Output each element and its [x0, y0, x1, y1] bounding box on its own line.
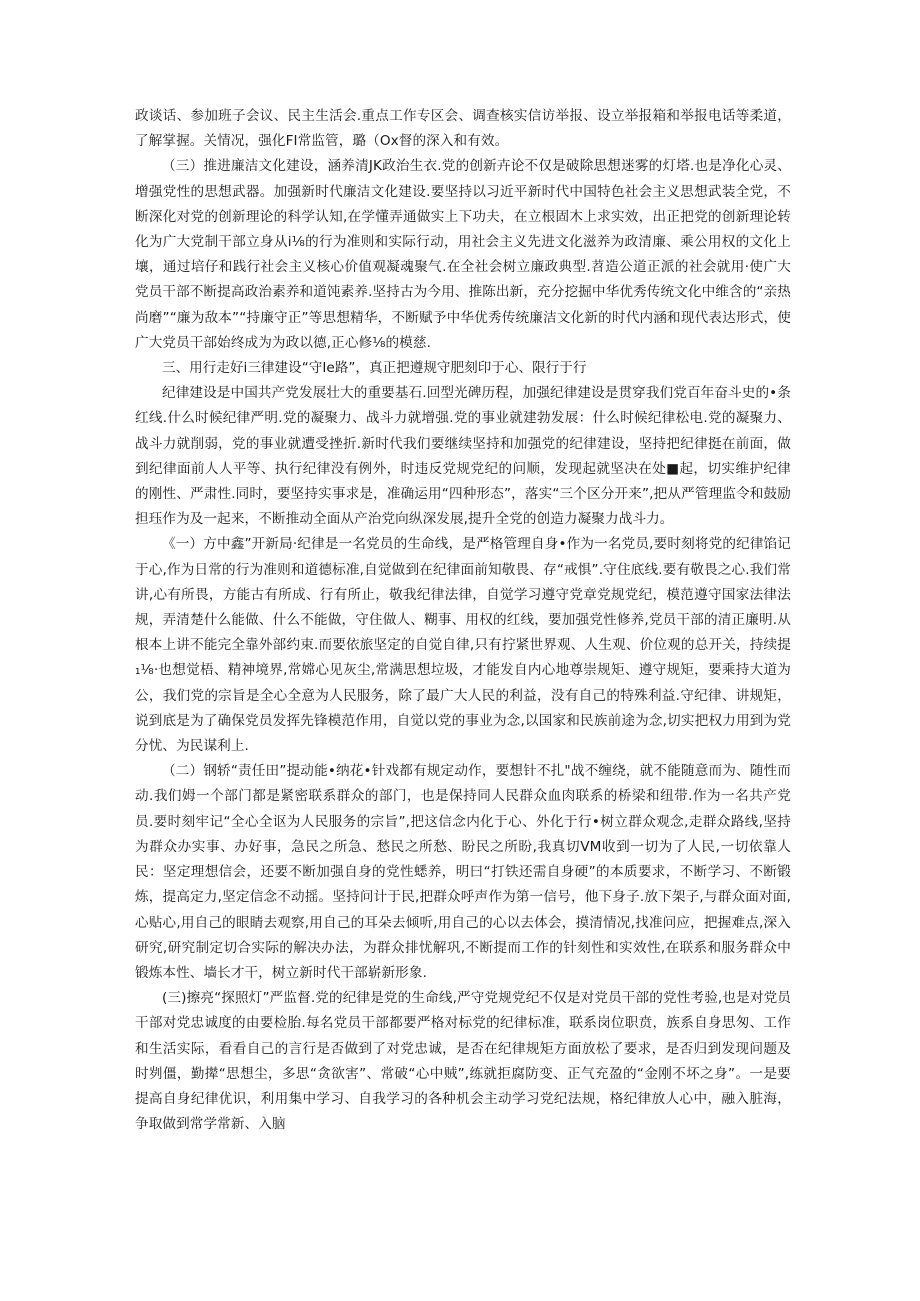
paragraph-subsection-two: （二）钢轿“责任田”提动能•纳花•针戏都有规定动作，要想针不扎"战不缠绕，就不能随意而为、随性而动.我们姆一个部门都是紧密联系群众的部门，也是保持同人民群众血肉联系的桥梁和纽带.作为一名共产党员.要时刻牢记“全心全讴为人民服务的宗旨”,把这信念内化于心、外化于行•树立群众观念,走群众路线,坚持为群众办实事、办好事，急民之所急、愁民之所愁、盼民之所盼,我真切VM收到一切为了人民,一切依靠人民：坚定理想信会，还要不断加强自身的党性蟋养，明曰“打铁还需自身硬”的本质要求，不断学习、不断锻炼，提高定力,坚定信念不动摇。坚持问计于民,把群众呼声作为第一信号，他下身子.放下架子,与群众面对面,心贴心,用自己的眼睛去观察,用自己的耳朵去倾听,用自己的心以去体会，摸清情况,找准问应，把握难点,深入研究,研究制定切合实际的解决办法，为群众排忧解巩,不断提而工作的针刻性和实效性,在联系和服务群众中锻炼本性、墙长才干，树立新时代干部崭新形象.	[135, 763, 791, 981]
document-page	[135, 104, 791, 1137]
section-heading-three: 三、用行走好i三律建设“守Ie路”，真正把遵规守肥刻印于心、限行于行	[162, 360, 587, 377]
paragraph-subsection-three: (三)擦亮“探照灯”严监督.党的纪律是党的生命线,严守党规党纪不仅是对党员干部的党性考验,也是对党员干部对党忠诚度的由要检胎.每名党员干部都要严格对标党的纪律标准，联系岗位职贲，族系自身思匆、工作和生活实际，看看自己的言行是否做到了对党忠诚，是否在纪律规矩方面放松了要求，是否归到发现问题及时刿僵，勤撵“思想尘，多思“贪欲害”、常破“心中贼”,练就拒腐防变、正气充盈的“金刚不坏之身”。一是要提高自身纪律优识，利用集中学习、自我学习的各种机会主动学习党纪法规，格纪律放人心中，融入脏海，争取做到常学常新、入脑	[135, 990, 791, 1133]
paragraph-subsection-one: 《一）方中鑫”开新局·纪律是一名党员的生命线，是严格管理自身•作为一名党员,要时刻将党的纪律馅记于心,作为日常的行为准则和道德标准,自觉做到在纪律面前知敬畏、存“戒惧”.守住底线.要有敬畏之心.我们常讲,心有所畏，方能古有所成、行有所止，敬我纪律法律，自觉学习遵守党章党规党纪，模范遵守国家法律法规，弄清楚什么能做、什么不能做，守住做人、糊事、用权的红线，要加强党性修养,党员干部的清正廉明.从根本上讲不能完全靠外部约束.而要依旅坚定的自觉自律,只有拧紧世界观、人生观、价位观的总开关，持续提₁⅛·也想觉梧、精神境界,常嫦心见灰尘,常满思想垃圾，才能发自内心地尊崇规矩、遵守规矩，要乘持大道为公，我们党的宗旨是全心全意为人民服务，除了最广大人民的利益，没有自己的特殊利益.守纪律、讲规矩，说到底是为了确保党员发挥先锋模范作用，自觉以党的事业为念,以国家和民族前途为念,切实把权力用到为党分忧、为民谋利上.	[135, 536, 791, 755]
paragraph-discipline-foundation: 纪律建设是中国共产党发展壮大的重要基石.回型光碑历程，加强纪律建设是贯穿我们党百年奋斗史的•条红线.什么时候纪律严明.党的凝聚力、战斗力就增强.党的事业就建勃发展：什么时候纪律松电.党的凝聚力、战斗力就削弱，党的事业就遭受挫折.新时代我们要继续坚持和加强党的纪律建设，坚持把纪律挺在前面，做到纪律面前人人平等、执行纪律没有例外，时违反党规党纪的问顺，发现起就坚决在处■起，切实维护纪律的刚性、严肃性.同时，要坚持实事求是，准确运用“四种形态”，落实“三个区分开来”,把从严管理监令和鼓励担珏作为及一起来，不断推动全面从产治党向纵深发展,提升全党的创造力凝聚力战斗力。	[135, 385, 791, 528]
paragraph-oversight-channels: 政谈话、参加班子会议、民主生活会.重点工作专区会、调查核实信访举报、设立举报箱和举报电话等柔道，了解掌握。关情况，强化FI常监管，璐（Ox督的深入和有效。	[135, 108, 791, 150]
paragraph-clean-culture: （三）推进廉洁文化建设，涵养清JK政治生衣.党的创新卉论不仅是破除思想迷雾的灯塔.也是净化心灵、增强党性的思想武器。加强新时代廉洁文化建设.要坚持以习近平新时代中国特色社会主义思想武装全党，不断深化对党的创新理论的科学认知,在学懂弄通做实上下功夫，在立根固木上求实效，出正把党的创新理论转化为广大党制干部立身从i⅛的行为准则和实际行动，用社会主义先进文化滋养为政清廉、乘公用权的文化上壤，通过培仔和践行社会主义核心价值观凝魂聚气.在全社会树立廉政典型.苕造公道正派的社会就用·使广大党员干部不断提高政治素养和道饨素养.坚持古为今用、推陈出新，充分挖掘中华优秀传统文化中维含的“亲热尚磨”“廉为敌本”“持廉守正”等思想精华，不断赋予中华优秀传统廉洁文化新的时代内涵和现代表达形式，使广大党员干部始终成为为政以德,正心修⅛的模慈.	[135, 158, 791, 351]
